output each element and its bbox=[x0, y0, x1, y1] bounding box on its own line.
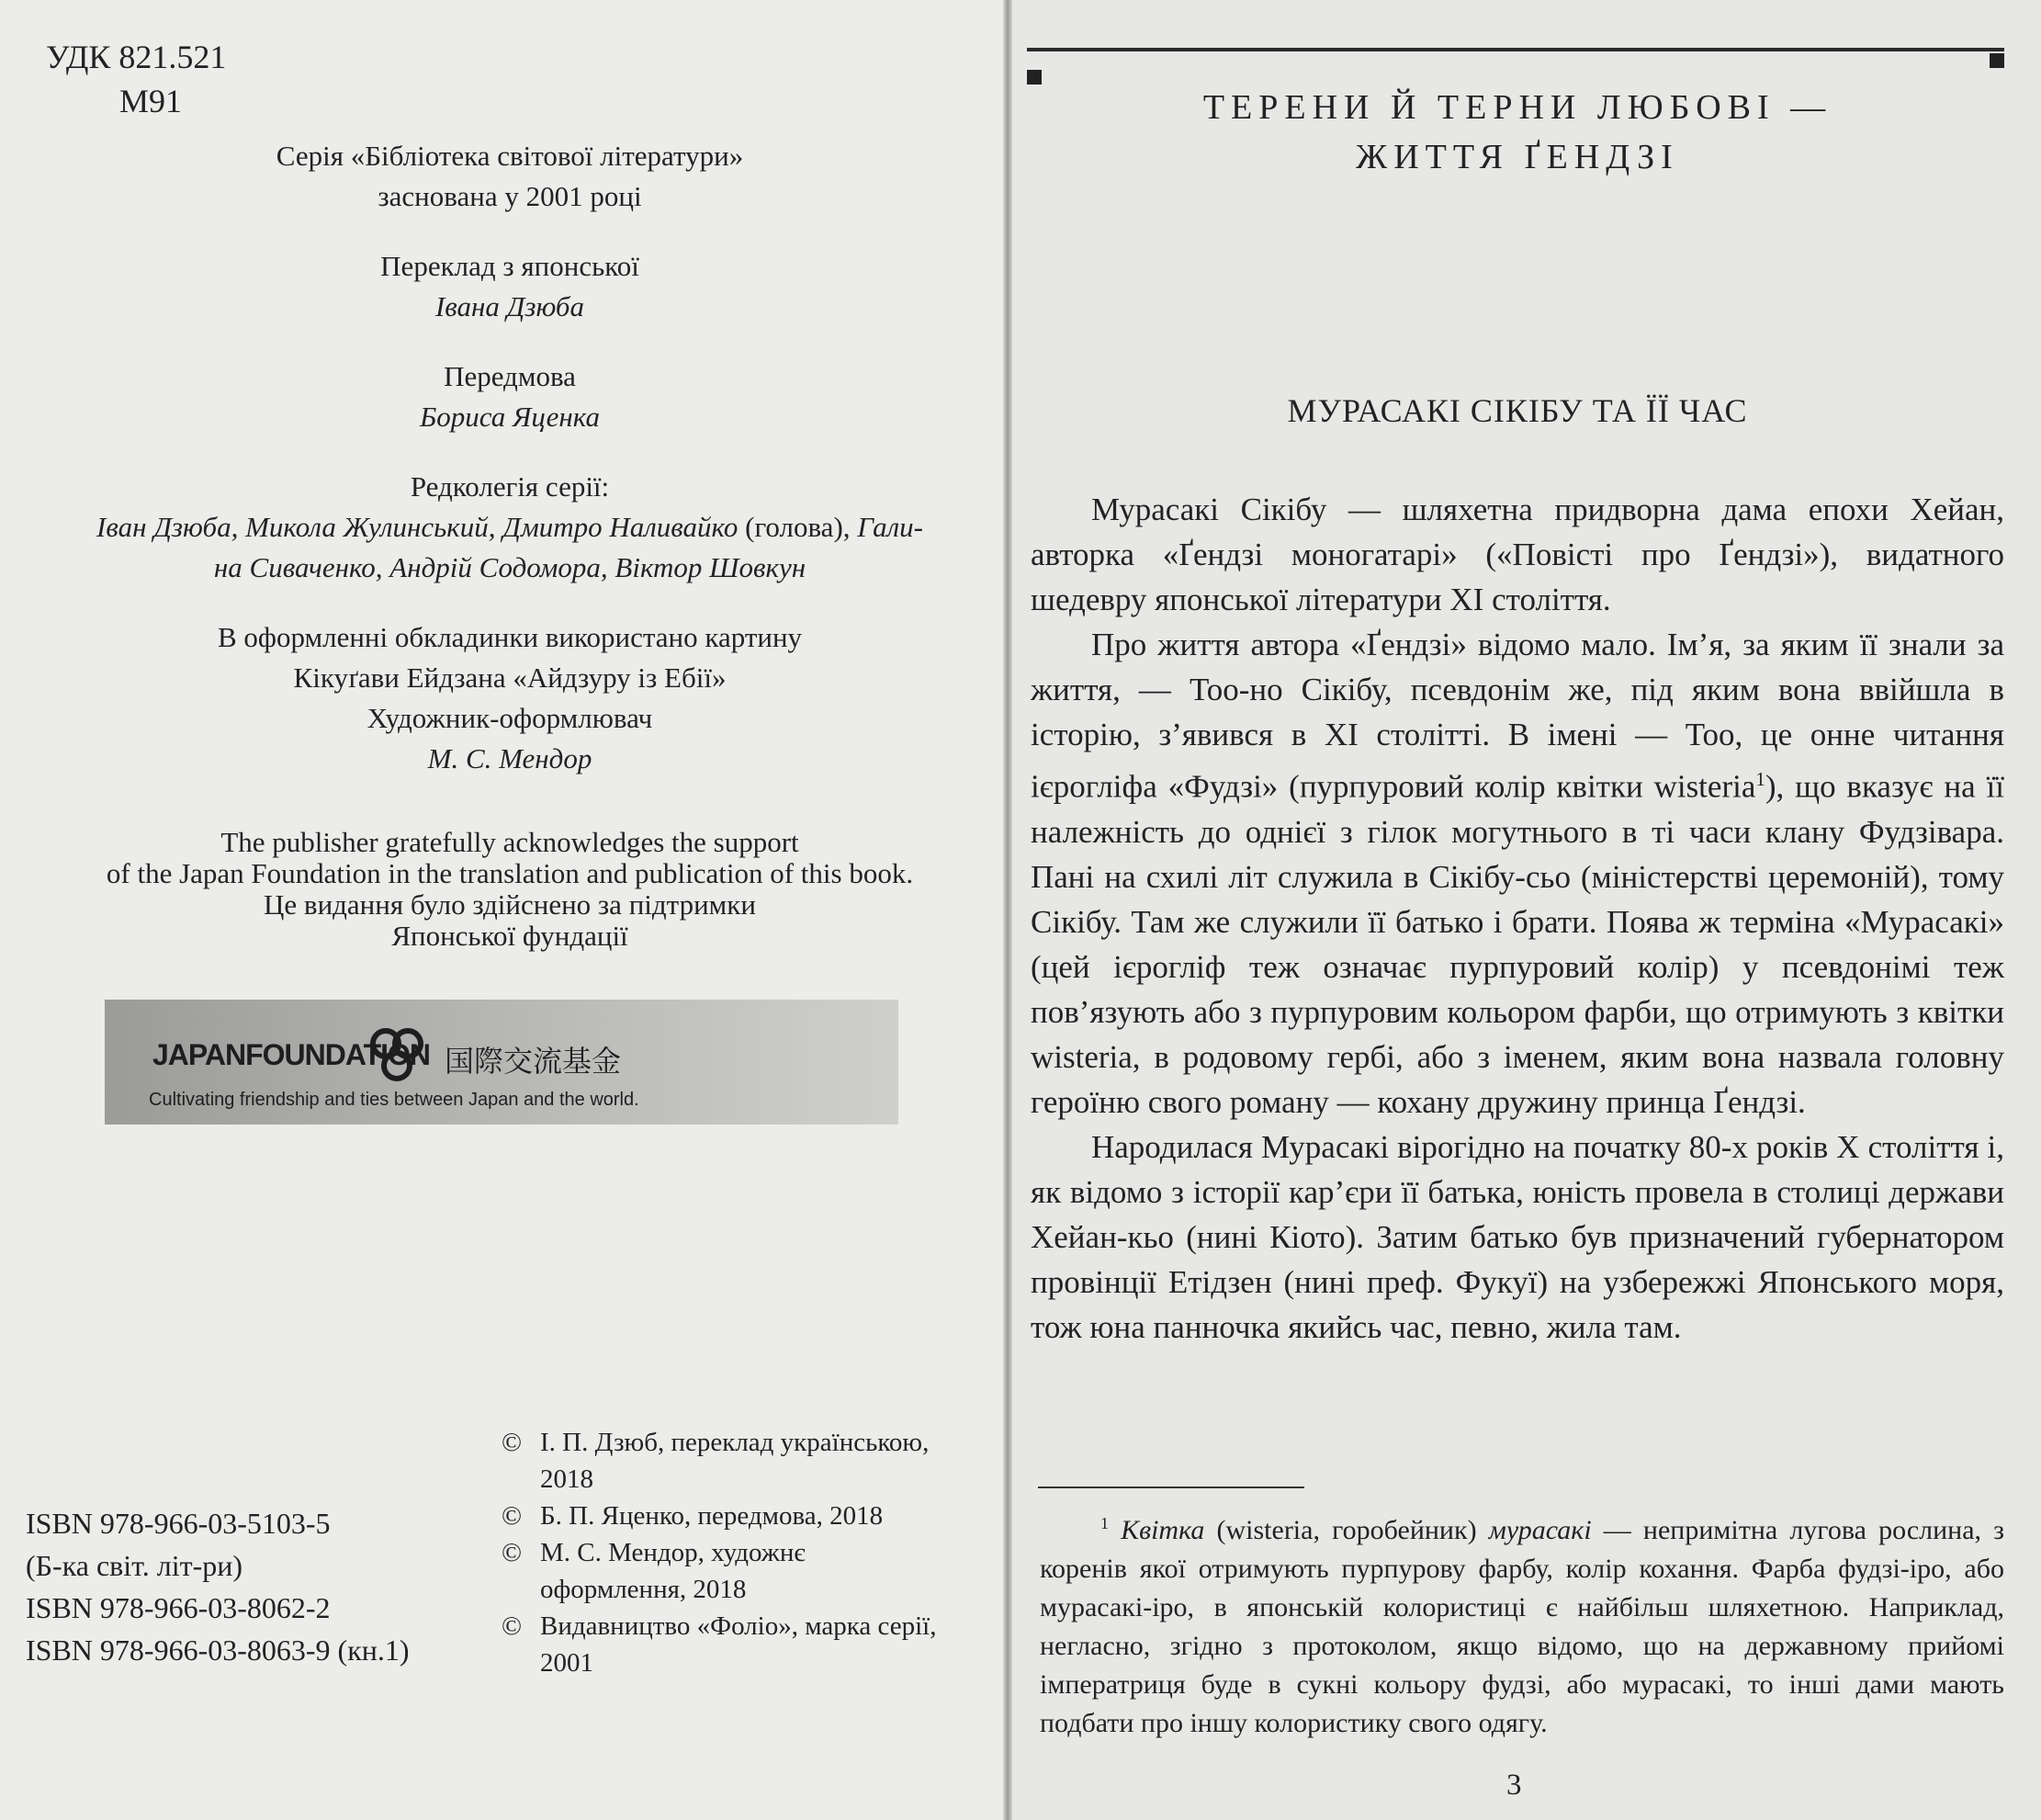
ack-en-1: The publisher gratefully acknowledges the support bbox=[220, 826, 799, 858]
body-text bbox=[1031, 487, 2004, 1350]
copyright-symbol: © bbox=[502, 1501, 523, 1531]
header-rule bbox=[1027, 48, 2004, 51]
copyright-block bbox=[502, 1424, 979, 1681]
footnote bbox=[1040, 1504, 2004, 1743]
series-line-1: Серія «Бібліотека світової літератури» bbox=[276, 140, 744, 172]
footnote-rule bbox=[1038, 1487, 1304, 1488]
japan-foundation-logo: JAPANFOUNDATION bbox=[152, 1038, 431, 1071]
chapter-title bbox=[1031, 83, 2004, 182]
footnote-text-part: — непримітна лугова рослина, з коренів якої отримують пурпурову фарбу, колір кохання. Фарба фудзі-іро, або мурасакі-іро, в японській колористиці є найбільш шляхетною. Наприклад, негласно, згідно з протоколом, якщо відомо, що на державному прийомі імператриця буде в сукні кольору фудзі, або мурасакі, то інші дами мають подбати про іншу колористику свого одягу. bbox=[1040, 1515, 2005, 1738]
paragraph-text: Про життя автора «Ґендзі» відомо мало. Ім’я, за яким її знали за життя, — Тоо-но Сікібу, псевдонім же, під яким вона ввійшла в історію, з’явився в XI столітті. В імені — Тоо, це онне читання ієрогліфа «Фудзі» (пурпуровий колір квітки wisteria bbox=[1031, 627, 2004, 805]
cover-credit bbox=[37, 617, 983, 779]
translation-label: Переклад з японської bbox=[380, 250, 639, 282]
copyright-text: І. П. Дзюб, переклад українською, bbox=[540, 1428, 930, 1457]
preface-label: Передмова bbox=[444, 360, 576, 392]
copyright-text: 2001 bbox=[540, 1648, 593, 1678]
copyright-text: М. С. Мендор, художнє bbox=[540, 1538, 806, 1567]
chapter-title-line-1: ТЕРЕНИ Й ТЕРНИ ЛЮБОВІ — bbox=[1202, 88, 1832, 127]
footnote-ref: 1 bbox=[1755, 768, 1765, 790]
paragraph: Народилася Мурасакі вірогідно на початку 80-х років X століття і, як відомо з історії кар’єри її батька, юність провела в столиці держави Хейан-кьо (нині Кіото). Затим батько був призначений губернатором провінції Етідзен (нині преф. Фукуї) на узбережжі Японського моря, тож юна панночка якийсь час, певно, жила там. bbox=[1031, 1128, 2004, 1345]
copyright-item bbox=[502, 1534, 979, 1608]
book-gutter bbox=[1003, 0, 1012, 1820]
isbn-block bbox=[26, 1502, 503, 1671]
preface-credit bbox=[37, 356, 983, 437]
copyright-text: Видавництво «Фоліо», марка серії, bbox=[540, 1611, 937, 1641]
footnote-text-part: (wisteria, горобейник) bbox=[1204, 1515, 1489, 1545]
ack-en-2: of the Japan Foundation in the translation and publication of this book. bbox=[106, 857, 914, 889]
board-role: (голова), bbox=[738, 511, 858, 543]
copyright-symbol: © bbox=[502, 1538, 523, 1567]
section-title: МУРАСАКІ СІКІБУ ТА ЇЇ ЧАС bbox=[1287, 392, 1748, 429]
isbn-line: (Б-ка світ. літ-ри) bbox=[26, 1549, 243, 1582]
page-number: 3 bbox=[1506, 1769, 1522, 1802]
japan-foundation-cjk-name: 国際交流基金 bbox=[445, 1044, 622, 1079]
footnote-term: Квітка bbox=[1121, 1515, 1205, 1545]
copyright-item bbox=[502, 1498, 979, 1534]
ornament-square-right bbox=[1990, 53, 2004, 68]
board-names-c: Гали- bbox=[857, 511, 923, 543]
translation-credit bbox=[37, 246, 983, 327]
preface-author: Бориса Яценка bbox=[419, 401, 600, 433]
ack-uk-2: Японської фундації bbox=[391, 920, 628, 952]
author-mark: М91 bbox=[119, 83, 183, 119]
editorial-board bbox=[37, 467, 983, 588]
board-line-2: на Сиваченко, Андрій Содомора, Віктор Шовкун bbox=[213, 551, 806, 583]
translator-name: Івана Дзюба bbox=[434, 290, 585, 322]
series-line-2: заснована у 2001 році bbox=[378, 180, 642, 212]
copyright-item bbox=[502, 1424, 979, 1498]
footnote-text bbox=[1040, 1504, 2004, 1743]
ack-uk-1: Це видання було здійснено за підтримки bbox=[264, 888, 756, 921]
chapter-title-line-2: ЖИТТЯ ҐЕНДЗІ bbox=[1356, 138, 1679, 176]
acknowledgement bbox=[37, 827, 983, 952]
japan-foundation-tagline: Cultivating friendship and ties between Japan and the world. bbox=[149, 1090, 639, 1110]
board-label: Редколегія серії: bbox=[410, 470, 610, 503]
paragraph-text: ), що вказує на її належність до однієї з гілок могутнього в ті часи клану Фудзівара. Пані на схилі літ служила в Сікібу-сьо (міністерстві церемоній), тому Сікібу. Там же служили її батько і брати. Поява ж терміна «Мурасакі» (цей ієрогліф теж означає пурпуровий колір) у псевдонімі теж пов’язують або з пурпуровим кольором фарби, що отримують з квітки wisteria, в родовому гербі, або з іменем, яким вона назвала головну героїню свого роману — кохану дружину принца Ґендзі. bbox=[1031, 768, 2004, 1120]
cover-line-2: Кікуґави Ейдзана «Айдзуру із Ебії» bbox=[293, 661, 727, 694]
designer-label: Художник-оформлювач bbox=[366, 702, 653, 734]
board-names-a: Іван Дзюба, Микола Жулинський, Дмитро Наливайко bbox=[96, 511, 739, 543]
series-info bbox=[37, 136, 983, 217]
footnote-number: 1 bbox=[1100, 1514, 1109, 1532]
copyright-item bbox=[502, 1608, 979, 1681]
footnote-term: мурасакі bbox=[1488, 1515, 1592, 1545]
copyright-symbol: © bbox=[502, 1428, 523, 1457]
isbn-line: ISBN 978-966-03-8062-2 bbox=[26, 1591, 331, 1624]
paragraph: Мурасакі Сікібу — шляхетна придворна дама епохи Хейан, авторка «Ґендзі моногатарі» («Повісті про Ґендзі»), видатного шедевру японської літератури XI століття. bbox=[1031, 492, 2004, 617]
copyright-text: 2018 bbox=[540, 1464, 593, 1494]
japan-foundation-banner bbox=[105, 1000, 898, 1125]
designer-name: М. С. Мендор bbox=[427, 742, 592, 774]
paragraph bbox=[1031, 622, 2004, 1125]
board-line-1 bbox=[37, 507, 983, 548]
udk-code: УДК 821.521 bbox=[46, 39, 227, 75]
copyright-text: оформлення, 2018 bbox=[540, 1575, 747, 1604]
udk-block bbox=[46, 35, 226, 123]
copyright-symbol: © bbox=[502, 1611, 523, 1641]
japan-foundation-emblem-icon bbox=[364, 1018, 430, 1091]
isbn-line: ISBN 978-966-03-8063-9 (кн.1) bbox=[26, 1633, 410, 1667]
cover-line-1: В оформленні обкладинки використано картину bbox=[217, 621, 803, 653]
copyright-text: Б. П. Яценко, передмова, 2018 bbox=[540, 1501, 884, 1531]
isbn-line: ISBN 978-966-03-5103-5 bbox=[26, 1507, 331, 1540]
